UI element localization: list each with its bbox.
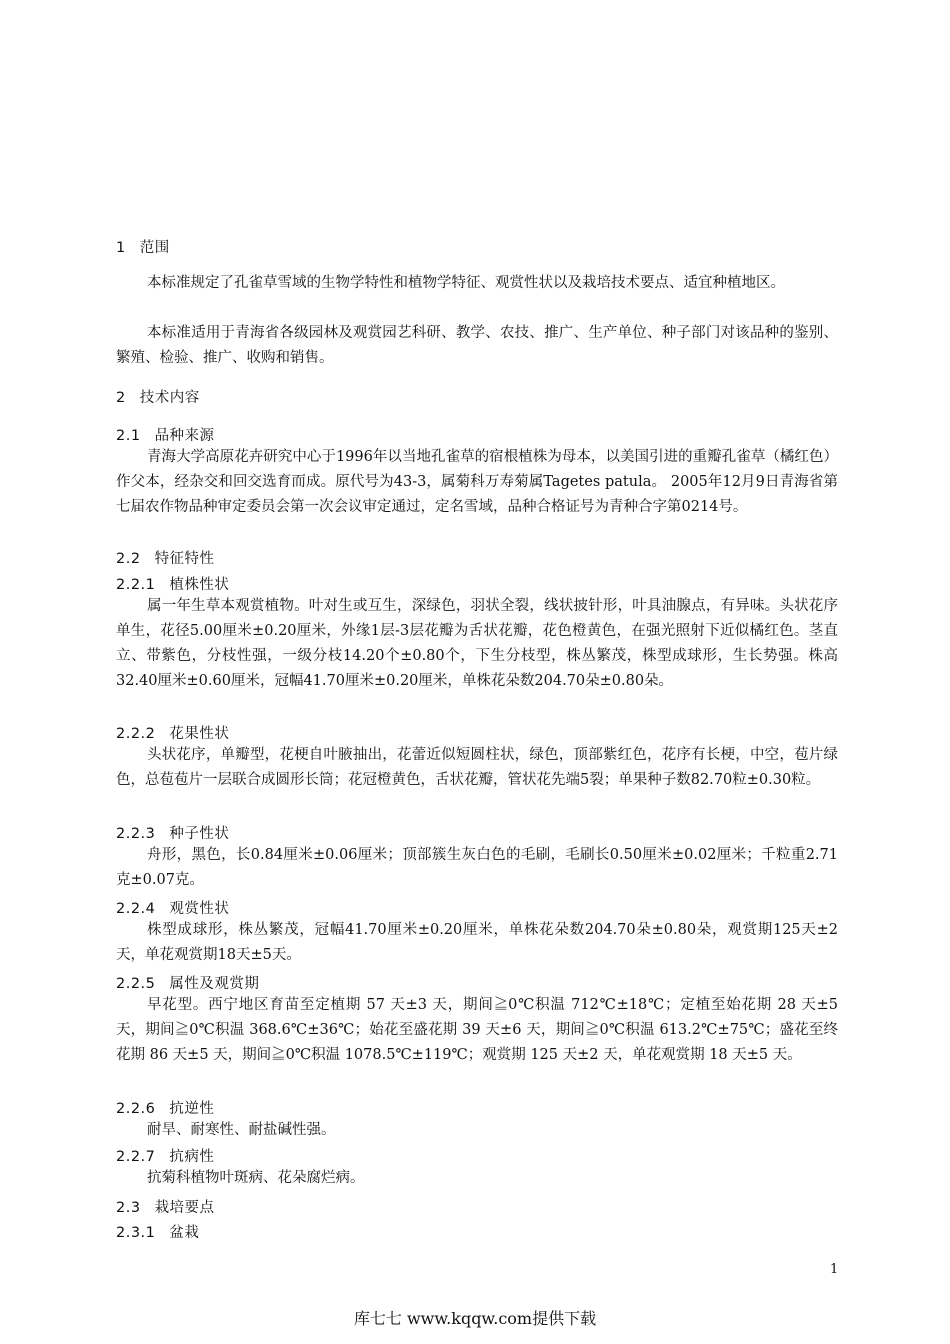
heading-2-2-6: 2.2.6 抗逆性 bbox=[116, 1101, 215, 1117]
footer-watermark: 库七七 www.kqqw.com提供下载 bbox=[353, 1309, 597, 1328]
paragraph-origin: 青海大学高原花卉研究中心于1996年以当地孔雀草的宿根植株为母本，以美国引进的重瓣孔雀草（橘红色）作父本，经杂交和回交选育而成。原代号为43-3，属菊科万寿菊属Tagetes patula。 2005年12月9日青海省第七届农作物品种审定委员会第一次会议审定通过，定名雪域，品种合格证号为青种合字第0214号。 bbox=[116, 449, 838, 515]
paragraph-ornamental: 株型成球形，株丛繁茂，冠幅41.70厘米±0.20厘米，单株花朵数204.70朵±0.80朵，观赏期125天±2天，单花观赏期18天±5天。 bbox=[116, 922, 838, 963]
paragraph-scope-2: 本标准适用于青海省各级园林及观赏园艺科研、教学、农技、推广、生产单位、种子部门对该品种的鉴别、繁殖、检验、推广、收购和销售。 bbox=[116, 325, 838, 366]
paragraph-disease: 抗菊科植物叶斑病、花朵腐烂病。 bbox=[147, 1170, 365, 1186]
paragraph-plant: 属一年生草本观赏植物。叶对生或互生，深绿色，羽状全裂，线状披针形，叶具油腺点，有异味。头状花序单生，花径5.00厘米±0.20厘米，外缘1层-3层花瓣为舌状花瓣，花色橙黄色，在强光照射下近似橘红色。茎直立、带紫色，分枝性强，一级分枝14.20个±0.80个，下生分枝型，株丛繁茂，株型成球形，生长势强。株高32.40厘米±0.60厘米，冠幅41.70厘米±0.20厘米，单株花朵数204.70朵±0.80朵。 bbox=[116, 598, 838, 689]
heading-2-2-7: 2.2.7 抗病性 bbox=[116, 1149, 215, 1165]
paragraph-flower: 头状花序，单瓣型，花梗自叶腋抽出，花蕾近似短圆柱状，绿色，顶部紫红色，花序有长梗，中空，苞片绿色，总苞苞片一层联合成圆形长筒；花冠橙黄色，舌状花瓣，管状花先端5裂；单果种子数82.70粒±0.30粒。 bbox=[116, 747, 838, 788]
heading-2-2-1: 2.2.1 植株性状 bbox=[116, 577, 230, 593]
heading-2-2: 2.2 特征特性 bbox=[116, 551, 215, 567]
heading-2-3-1: 2.3.1 盆栽 bbox=[116, 1225, 200, 1241]
paragraph-scope-1: 本标准规定了孔雀草雪域的生物学特性和植物学特征、观赏性状以及栽培技术要点、适宜种植地区。 bbox=[147, 275, 785, 291]
heading-2-2-4: 2.2.4 观赏性状 bbox=[116, 901, 230, 917]
heading-2-1: 2.1 品种来源 bbox=[116, 428, 215, 444]
paragraph-stress: 耐旱、耐寒性、耐盐碱性强。 bbox=[147, 1122, 336, 1138]
page-number: 1 bbox=[830, 1262, 839, 1277]
heading-2-2-3: 2.2.3 种子性状 bbox=[116, 826, 230, 842]
paragraph-period: 早花型。西宁地区育苗至定植期 57 天±3 天，期间≧0℃积温 712℃±18℃；定植至始花期 28 天±5 天，期间≧0℃积温 368.6℃±36℃；始花至盛花期 39 天±6 天，期间≧0℃积温 613.2℃±75℃；盛花至终花期 86 天±5 天，期间≧0℃积温 1078.5℃±119℃；观赏期 125 天±2 天，单花观赏期 18 天±5 天。 bbox=[116, 997, 838, 1063]
heading-2-3: 2.3 栽培要点 bbox=[116, 1200, 215, 1216]
heading-1: 1 范围 bbox=[116, 240, 170, 256]
paragraph-seed: 舟形，黑色，长0.84厘米±0.06厘米；顶部簇生灰白色的毛刷，毛刷长0.50厘米±0.02厘米；千粒重2.71克±0.07克。 bbox=[116, 847, 838, 888]
heading-2-2-2: 2.2.2 花果性状 bbox=[116, 726, 230, 742]
heading-2: 2 技术内容 bbox=[116, 390, 200, 406]
heading-2-2-5: 2.2.5 属性及观赏期 bbox=[116, 976, 260, 992]
